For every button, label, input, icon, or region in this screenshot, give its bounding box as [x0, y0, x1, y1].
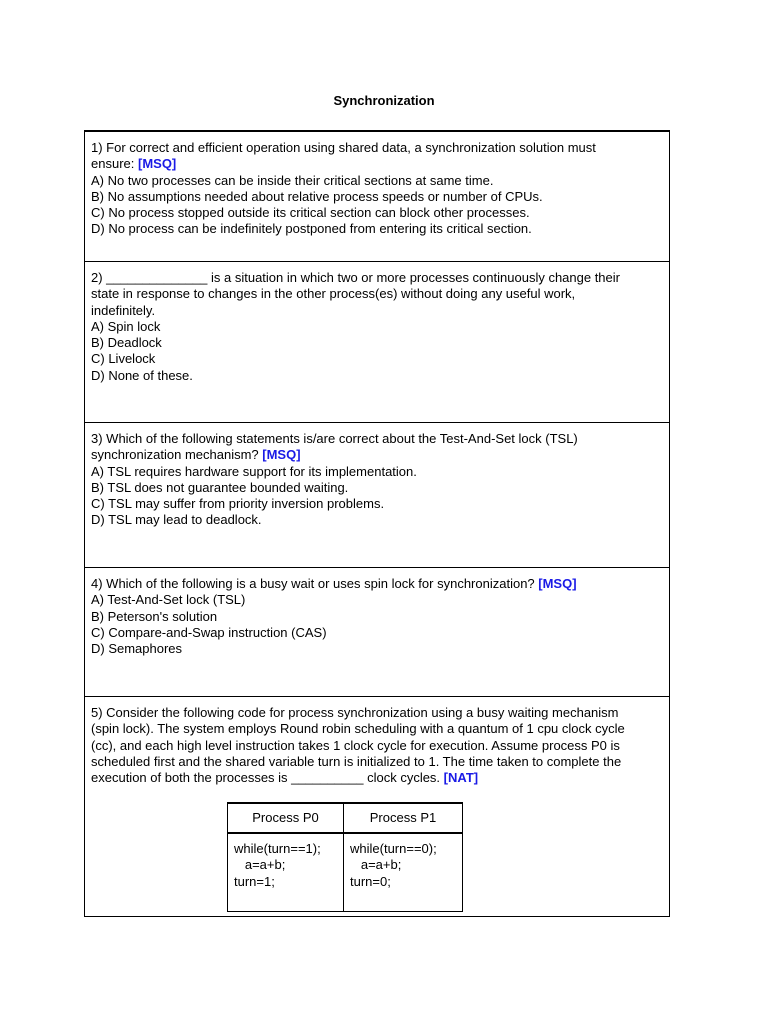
question-1-option-a: A) No two processes can be inside their critical sections at same time.: [91, 172, 494, 188]
page-title: Synchronization: [333, 93, 435, 108]
msq-tag: [MSQ]: [538, 576, 577, 591]
question-3-line-1: 3) Which of the following statements is/are correct about the Test-And-Set lock (TSL): [91, 431, 578, 446]
question-3-option-c: C) TSL may suffer from priority inversion problems.: [91, 496, 385, 512]
question-5-line-5: execution of both the processes is __________ clock cycles. [NAT]: [91, 770, 479, 786]
process-p0-code: [228, 834, 344, 911]
code-line: a=a+b;: [234, 857, 286, 873]
question-2-option-a: A) Spin lock: [91, 318, 161, 334]
question-1-option-b: B) No assumptions needed about relative process speeds or number of CPUs.: [91, 188, 543, 204]
question-2-line-1: 2) ______________ is a situation in which two or more processes continuously change their: [91, 270, 620, 285]
question-1: [85, 132, 669, 262]
question-3-option-b: B) TSL does not guarantee bounded waiting.: [91, 479, 349, 495]
code-line: while(turn==1);: [234, 841, 321, 856]
question-3-line-2: synchronization mechanism? [MSQ]: [91, 447, 301, 463]
question-3: [85, 423, 669, 568]
code-line: while(turn==0);: [350, 841, 437, 856]
question-1-line-1: 1) For correct and efficient operation using shared data, a synchronization solution must: [91, 140, 596, 155]
question-5-line-1: 5) Consider the following code for process synchronization using a busy waiting mechanism: [91, 705, 619, 720]
question-4: [85, 568, 669, 697]
nat-tag: [NAT]: [443, 770, 479, 786]
question-2-option-c: C) Livelock: [91, 351, 156, 367]
question-2: [85, 262, 669, 423]
code-line: turn=1;: [234, 873, 275, 889]
question-4-line-1: 4) Which of the following is a busy wait or uses spin lock for synchronization? [MSQ]: [91, 576, 577, 591]
question-2-option-d: D) None of these.: [91, 367, 193, 383]
process-p1-code: [344, 834, 462, 911]
question-2-option-b: B) Deadlock: [91, 335, 162, 351]
msq-tag: [MSQ]: [262, 447, 301, 463]
question-5-line-2: (spin lock). The system employs Round robin scheduling with a quantum of 1 cpu clock cycle: [91, 721, 625, 737]
question-1-option-c: C) No process stopped outside its critical section can block other processes.: [91, 205, 530, 221]
question-4-option-c: C) Compare-and-Swap instruction (CAS): [91, 624, 327, 640]
question-3-option-d: D) TSL may lead to deadlock.: [91, 512, 262, 528]
question-2-line-2: state in response to changes in the other process(es) without doing any useful work,: [91, 286, 576, 302]
code-line: a=a+b;: [350, 857, 402, 873]
question-3-option-a: A) TSL requires hardware support for its implementation.: [91, 463, 417, 479]
question-5-line-4: scheduled first and the shared variable turn is initialized to 1. The time taken to complete the: [91, 753, 622, 769]
process-code-table: [227, 802, 463, 912]
question-4-option-b: B) Peterson's solution: [91, 608, 218, 624]
question-4-option-a: A) Test-And-Set lock (TSL): [91, 592, 246, 608]
question-table: [84, 130, 670, 917]
question-5-line-3: (cc), and each high level instruction takes 1 clock cycle for execution. Assume process P0 is: [91, 737, 620, 753]
process-p1-header: Process P1: [344, 804, 462, 834]
question-1-line-2: ensure: [MSQ]: [91, 156, 177, 172]
msq-tag: [MSQ]: [137, 156, 177, 172]
question-4-option-d: D) Semaphores: [91, 641, 183, 657]
question-1-option-d: D) No process can be indefinitely postponed from entering its critical section.: [91, 221, 532, 237]
process-p0-header: Process P0: [228, 804, 344, 834]
code-line: turn=0;: [350, 873, 391, 889]
question-2-line-3: indefinitely.: [91, 302, 156, 318]
